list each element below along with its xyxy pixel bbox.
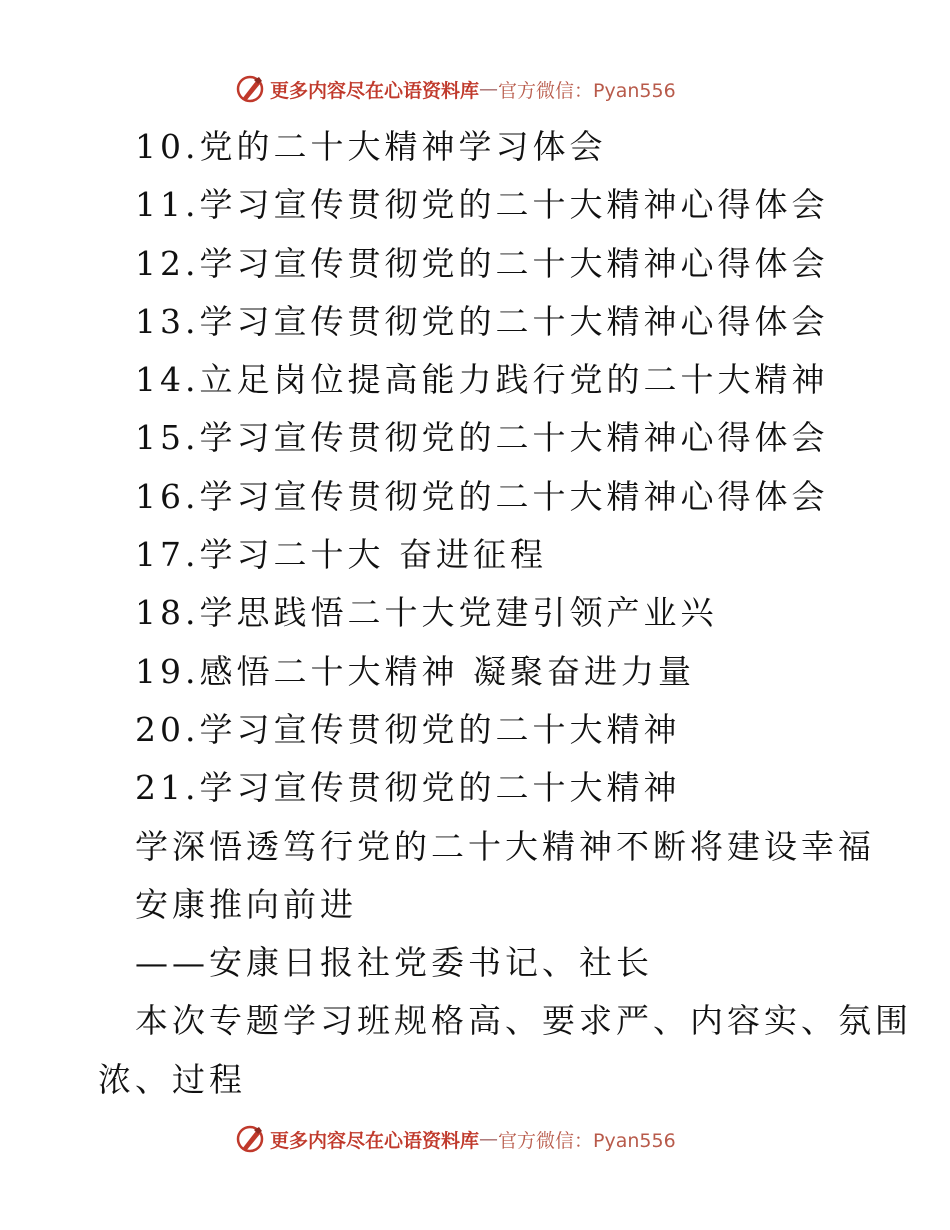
body-paragraph-line-2: 浓、过程 bbox=[98, 1059, 246, 1099]
banner-title: 更多内容尽在心语资料库 bbox=[270, 1129, 480, 1152]
header-banner bbox=[234, 72, 676, 106]
toc-item-11: 11.学习宣传贯彻党的二十大精神心得体会 bbox=[135, 185, 829, 225]
toc-item-10: 10.党的二十大精神学习体会 bbox=[135, 127, 607, 166]
banner-dash: — bbox=[479, 78, 499, 100]
pen-logo-icon bbox=[234, 73, 266, 105]
banner-wechat: 官方微信：Pyan556 bbox=[498, 79, 676, 102]
toc-item-18: 18.学思践悟二十大党建引领产业兴 bbox=[135, 593, 718, 633]
toc-item-13: 13.学习宣传贯彻党的二十大精神心得体会 bbox=[135, 301, 829, 341]
toc-item-15: 15.学习宣传贯彻党的二十大精神心得体会 bbox=[135, 418, 829, 458]
footer-banner bbox=[234, 1122, 676, 1156]
body-paragraph-line-1: 本次专题学习班规格高、要求严、内容实、氛围 bbox=[135, 1001, 912, 1041]
toc-item-17: 17.学习二十大 奋进征程 bbox=[135, 535, 547, 575]
toc-item-16: 16.学习宣传贯彻党的二十大精神心得体会 bbox=[135, 476, 829, 516]
article-author: ——安康日报社党委书记、社长 bbox=[135, 943, 653, 983]
toc-item-20: 20.学习宣传贯彻党的二十大精神 bbox=[135, 709, 681, 749]
toc-item-19: 19.感悟二十大精神 凝聚奋进力量 bbox=[135, 651, 695, 691]
article-title-line-2: 安康推向前进 bbox=[135, 884, 357, 924]
banner-title: 更多内容尽在心语资料库 bbox=[270, 79, 480, 102]
banner-wechat: 官方微信：Pyan556 bbox=[498, 1129, 676, 1152]
toc-item-14: 14.立足岗位提高能力践行党的二十大精神 bbox=[135, 360, 829, 400]
article-title-line-1: 学深悟透笃行党的二十大精神不断将建设幸福 bbox=[135, 826, 875, 866]
banner-dash: — bbox=[479, 1128, 499, 1150]
toc-item-12: 12.学习宣传贯彻党的二十大精神心得体会 bbox=[135, 243, 829, 283]
document-body bbox=[0, 118, 950, 1109]
pen-logo-icon bbox=[234, 1123, 266, 1155]
toc-item-21: 21.学习宣传贯彻党的二十大精神 bbox=[135, 768, 681, 808]
